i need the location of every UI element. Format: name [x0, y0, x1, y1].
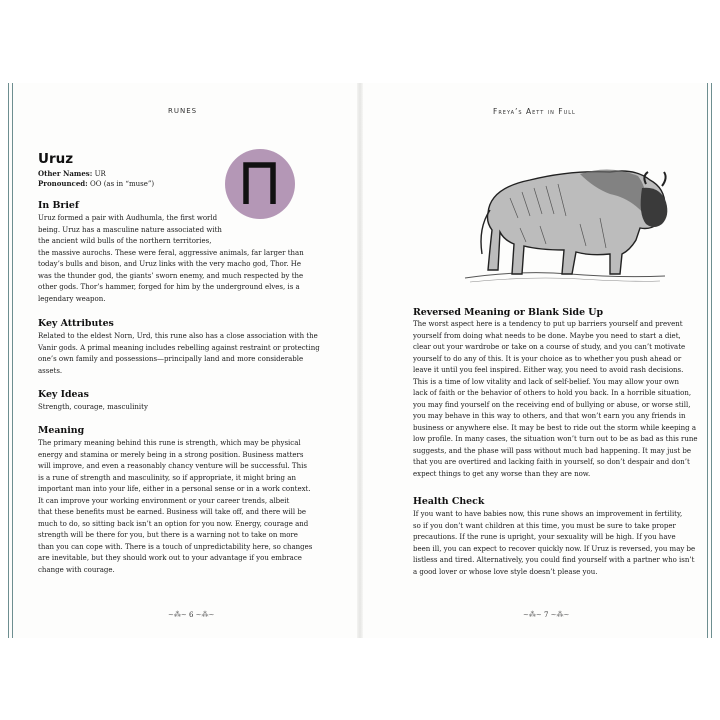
text-line: If you want to have babies now, this rune shows an improvement in fertility,: [413, 510, 683, 518]
other-names-label: Other Names:: [38, 169, 93, 178]
text-line: much to do, so sitting back isn’t an option for you now. Energy, courage and: [38, 519, 309, 528]
text-line: strength will be there for you, but there is a warning not to take on more: [38, 531, 298, 539]
section-body-in-brief: [38, 213, 304, 305]
page-number-right: [523, 611, 569, 619]
flourish-right-icon: ~⁂~: [195, 611, 215, 619]
text-line: legendary weapon.: [38, 294, 106, 303]
text-line: is a rune of strength and masculinity, so if appropriate, it might bring an: [38, 473, 296, 482]
section-body-reversed: [413, 319, 698, 480]
pronounced-label: Pronounced:: [38, 179, 88, 188]
text-line: business or anywhere else. It may be best to ride out the storm while keeping a: [413, 423, 697, 432]
page-number-left: [168, 611, 214, 619]
text-line: being. Uruz has a masculine nature associated with: [38, 225, 222, 234]
text-line: that these benefits must be earned. Business will take off, and there will be: [38, 508, 306, 516]
book-spread: [8, 83, 712, 638]
text-line: yourself from doing what needs to be done. Maybe you need to start a diet,: [413, 331, 681, 340]
text-line: The primary meaning behind this rune is strength, which may be physical: [38, 439, 301, 447]
text-line: will improve, and even a reasonably chancy venture will be successful. This: [38, 462, 307, 470]
text-line: that you are overtired and lacking faith in yourself, so don’t despair and don’t: [413, 458, 690, 466]
running-head-left: RUNES: [168, 107, 198, 115]
flourish-left-icon: ~⁂~: [168, 611, 187, 619]
section-heading: Meaning: [38, 425, 85, 436]
text-line: you may behave in this way to others, and that won’t earn you any friends in: [413, 412, 686, 420]
text-line: so if you don’t want children at this time, you must be sure to take proper: [413, 521, 676, 530]
text-line: clear out your wardrobe or take on a course of study, and you can’t motivate: [413, 343, 686, 351]
text-line: expect things to get any worse than they are now.: [413, 469, 591, 478]
section-heading: Key Ideas: [38, 389, 89, 400]
flourish-right-icon: ~⁂~: [550, 611, 570, 619]
section-heading: In Brief: [38, 200, 79, 211]
text-line: listless and tired. Alternatively, you could find yourself with a partner who isn’t: [413, 556, 695, 564]
text-line: Strength, courage, masculinity: [38, 403, 148, 411]
section-heading: Health Check: [413, 496, 485, 507]
section-heading: Key Attributes: [38, 318, 114, 329]
text-line: Uruz formed a pair with Audhumla, the first world: [38, 214, 218, 222]
text-line: Vanir gods. A primal meaning includes rebelling against restraint or protecting: [38, 343, 320, 352]
flourish-left-icon: ~⁂~: [523, 611, 542, 619]
other-names-value: UR: [94, 170, 106, 178]
bison-illustration: [460, 158, 672, 293]
text-line: assets.: [38, 366, 63, 375]
text-line: precautions. If the rune is upright, your sexuality will be high. If you have: [413, 533, 676, 541]
text-line: other gods. Thor’s hammer, forged for him by the underground elves, is a: [38, 283, 300, 291]
running-head-right: Freya’s Aett in Full: [493, 107, 576, 116]
text-line: leave it until you feel inspired. Either way, you need to avoid rash decisions.: [413, 366, 684, 374]
text-line: are inevitable, but they should work out to your advantage if you embrace: [38, 554, 302, 562]
pronounced-value: OO (as in “muse”): [90, 180, 155, 188]
text-line: The worst aspect here is a tendency to put up barriers yourself and prevent: [413, 320, 683, 328]
other-names: [38, 169, 106, 179]
text-line: yourself to do any of this. It is your choice as to whether you push ahead or: [413, 354, 682, 363]
text-line: Related to the eldest Norn, Urd, this rune also has a close association with the: [38, 332, 318, 340]
left-page: [8, 83, 357, 638]
text-line: was the thunder god, the giants’ sworn enemy, and much respected by the: [38, 271, 304, 280]
page-number-value: 7: [543, 611, 549, 619]
text-line: It can improve your working environment or your career trends, albeit: [38, 496, 290, 505]
text-line: been ill, you can expect to recover quickly now. If Uruz is reversed, you may be: [413, 544, 696, 553]
text-line: you may find yourself on the receiving end of bullying or abuse, or worse still,: [413, 400, 691, 409]
section-heading: Reversed Meaning or Blank Side Up: [413, 307, 604, 318]
section-body-key-attributes: [38, 331, 320, 377]
right-page: [363, 83, 712, 638]
section-body-meaning: [38, 438, 312, 576]
text-line: energy and stamina or merely being in a strong position. Business matters: [38, 450, 304, 459]
text-line: one’s own family and possessions—principally land and more considerable: [38, 355, 304, 363]
section-body-health-check: [413, 509, 695, 578]
text-line: a good lover or whose love style doesn’t please you.: [413, 567, 598, 576]
text-line: change with courage.: [38, 565, 115, 574]
text-line: lack of faith or the behavior of others to hold you back. In a horrible situation,: [413, 389, 692, 397]
text-line: low profile. In many cases, the situation won’t turn out to be as bad as this rune: [413, 435, 698, 443]
uruz-rune-icon: [225, 149, 295, 219]
text-line: the ancient wild bulls of the northern territories,: [38, 237, 212, 245]
rune-title: Uruz: [38, 151, 74, 167]
rune-badge: [225, 149, 295, 219]
text-line: the massive aurochs. These were feral, aggressive animals, far larger than: [38, 248, 304, 257]
text-line: important man into your life, either in a personal sense or in a work context.: [38, 485, 311, 493]
pronunciation: [38, 179, 154, 189]
text-line: than you can cope with. There is a touch of unpredictability here, so changes: [38, 542, 313, 551]
text-line: today’s bulls and bison, and Uruz links with the very macho god, Thor. He: [38, 260, 301, 268]
section-body-key-ideas: [38, 402, 148, 414]
text-line: This is a time of low vitality and lack of self-belief. You may allow your own: [413, 377, 680, 386]
page-number-value: 6: [188, 611, 194, 619]
text-line: suggests, and the phase will pass without much bad happening. It may just be: [413, 446, 692, 455]
